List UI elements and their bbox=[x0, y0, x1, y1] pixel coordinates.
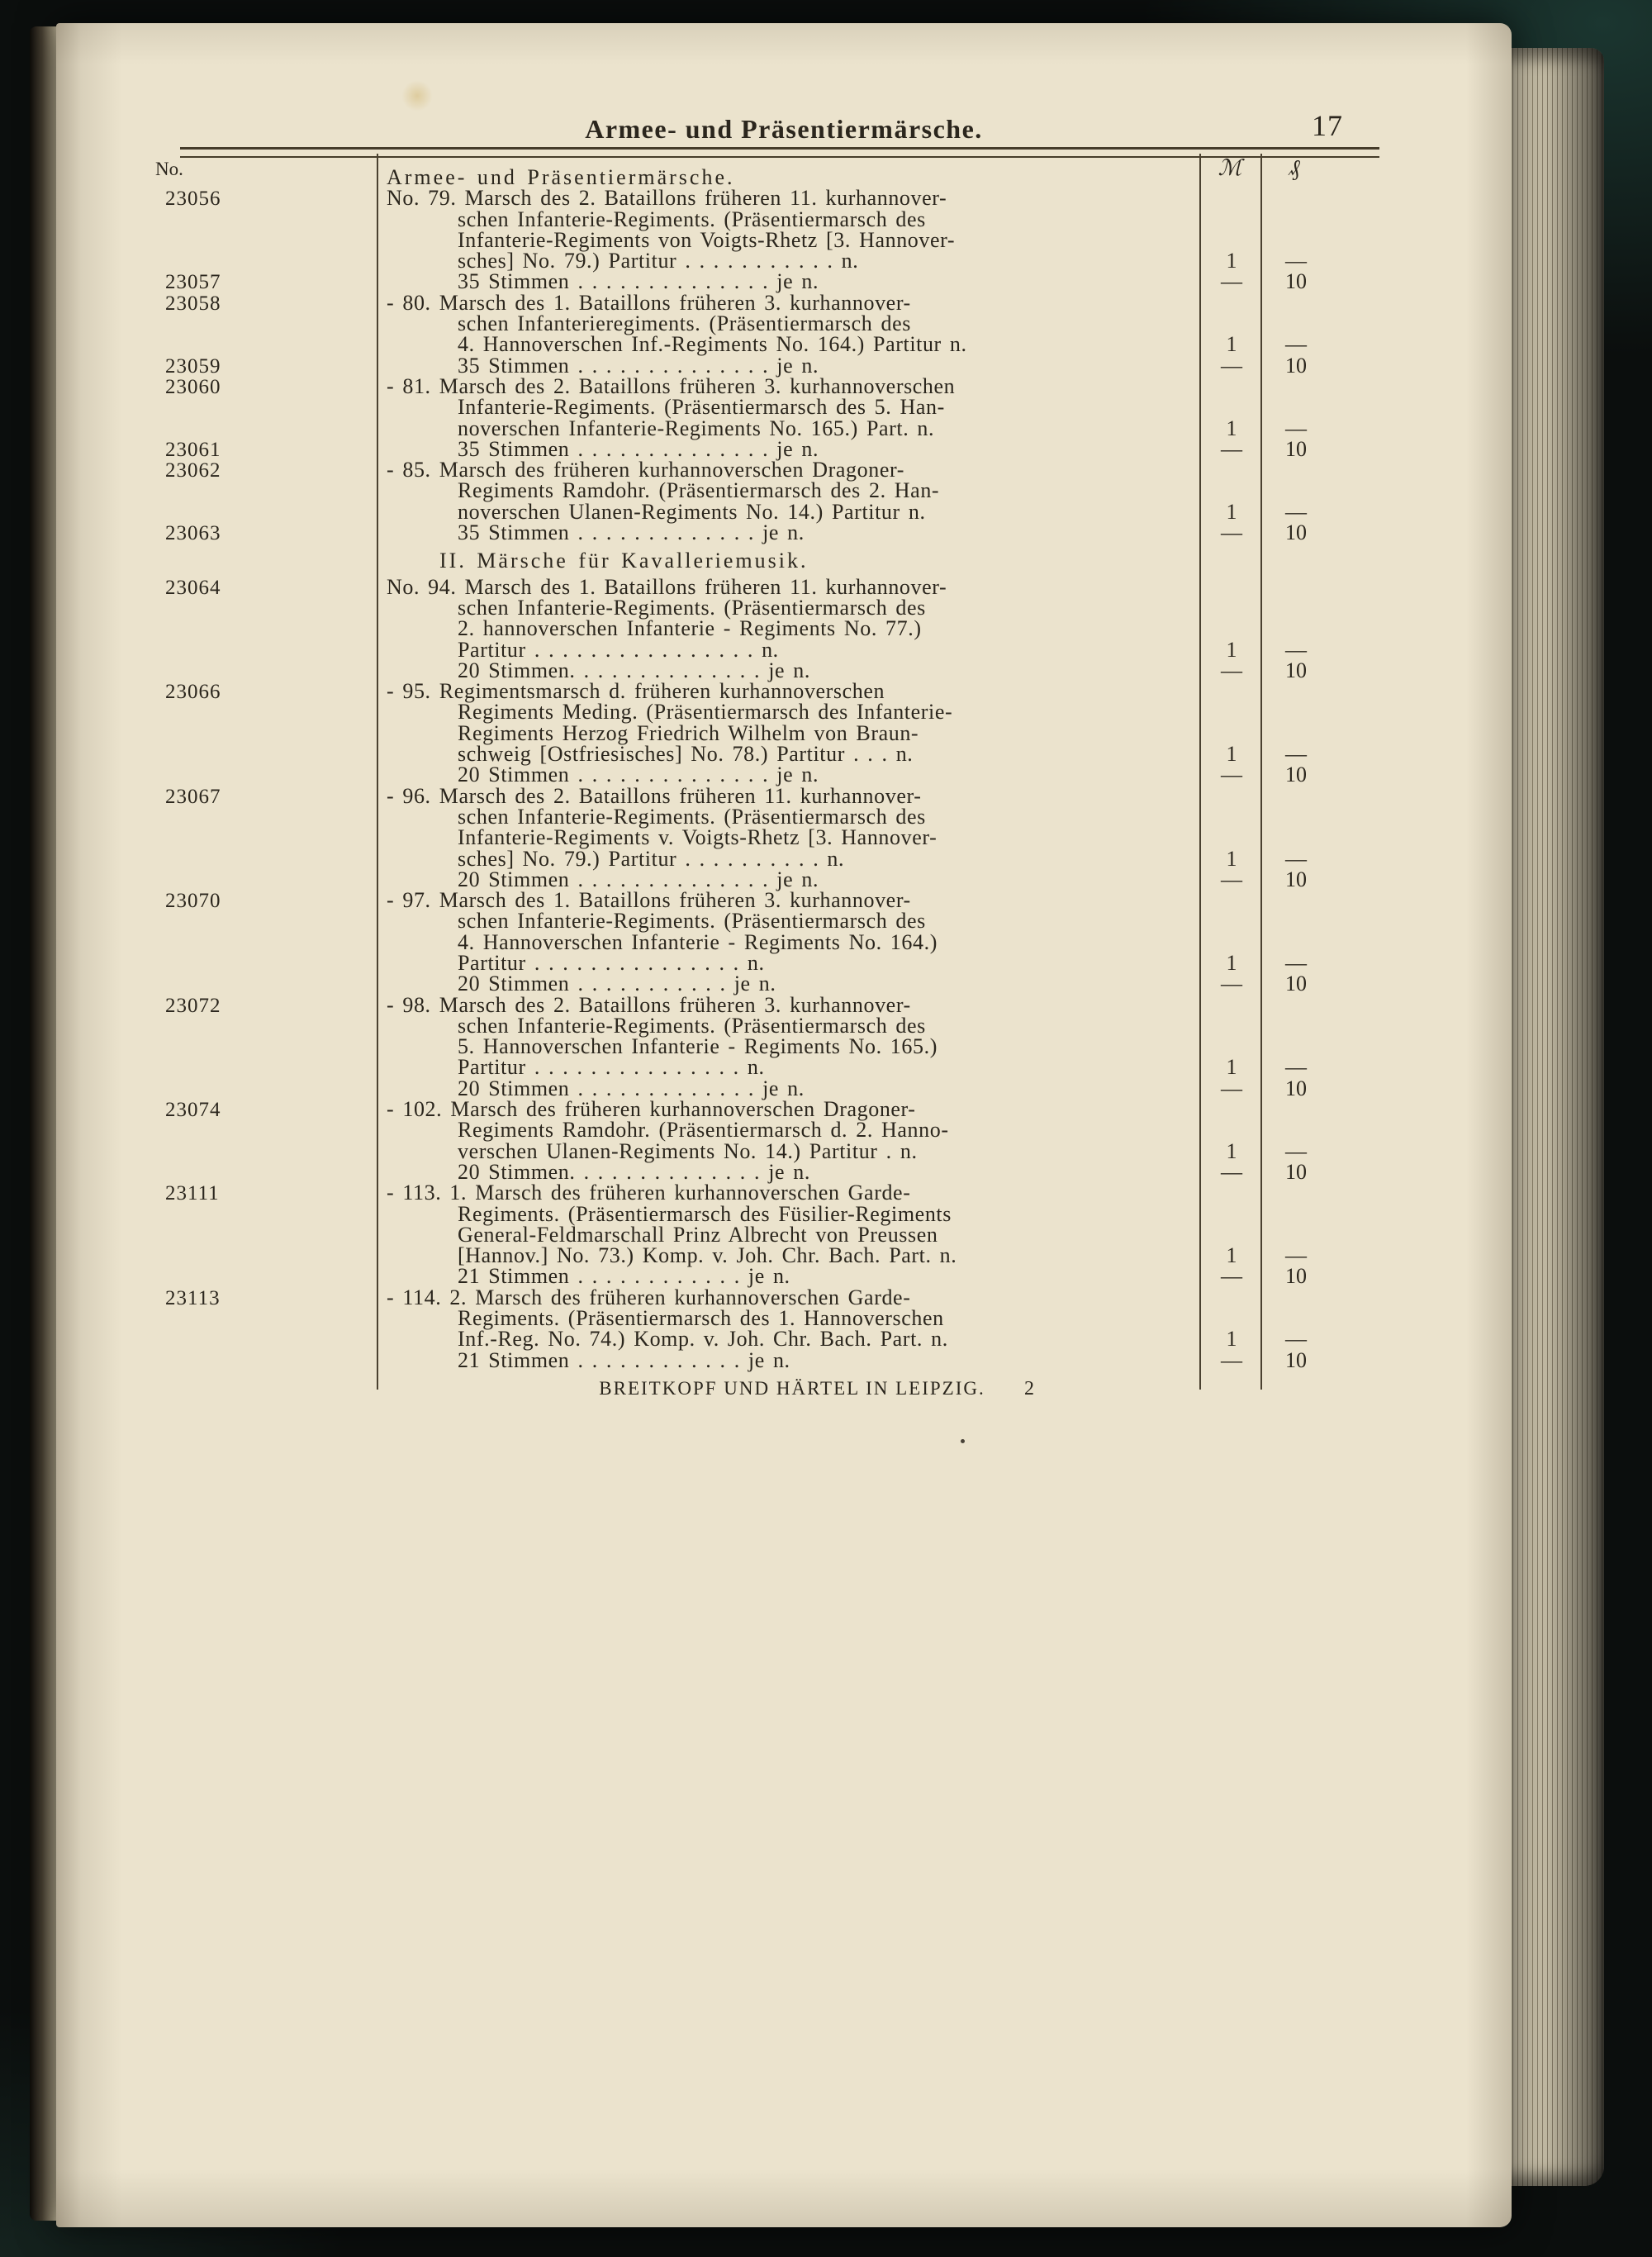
price-mark: 1 bbox=[1226, 332, 1237, 357]
entry-text: Partitur . . . . . . . . . . . . . . . n. bbox=[458, 1055, 765, 1080]
price-pfennig: — bbox=[1285, 1055, 1307, 1080]
catalog-row bbox=[164, 332, 1328, 357]
entry-text: Infanterie-Regiments von Voigts-Rhetz [3. Hannover- bbox=[458, 227, 956, 252]
price-pfennig: — bbox=[1285, 499, 1307, 524]
entry-text: Regiments Meding. (Präsentiermarsch des Infanterie- bbox=[458, 700, 953, 725]
catalog-number: 23074 bbox=[165, 1099, 221, 1122]
catalog-row bbox=[164, 458, 1328, 482]
catalog-row bbox=[164, 1159, 1328, 1184]
catalog-number: 23113 bbox=[165, 1286, 221, 1309]
catalog-row bbox=[164, 763, 1328, 787]
price-mark: 1 bbox=[1226, 1138, 1237, 1163]
entry-text: - 98. Marsch des 2. Bataillons früheren 3. kurhannover- bbox=[387, 992, 911, 1017]
price-mark: — bbox=[1221, 353, 1242, 378]
ink-dot bbox=[961, 1439, 965, 1443]
entry-text: sches] No. 79.) Partitur . . . . . . . . . . . n. bbox=[458, 249, 859, 273]
catalog-row bbox=[164, 1327, 1328, 1352]
price-pfennig: — bbox=[1285, 416, 1307, 440]
entry-text: Regiments. (Präsentiermarsch des Füsilier-Regiments bbox=[458, 1201, 952, 1226]
catalog-row bbox=[164, 1055, 1328, 1080]
price-pfennig: — bbox=[1285, 637, 1307, 662]
entry-text: 4. Hannoverschen Infanterie - Regiments No. 164.) bbox=[458, 929, 938, 954]
price-pfennig: 10 bbox=[1285, 658, 1307, 682]
catalog-row bbox=[164, 720, 1328, 745]
catalog-row bbox=[164, 742, 1328, 767]
catalog-row bbox=[164, 186, 1328, 211]
price-mark: 1 bbox=[1226, 249, 1237, 273]
catalog-row bbox=[164, 679, 1328, 704]
catalog-number: 23056 bbox=[165, 188, 221, 211]
catalog-row bbox=[164, 1097, 1328, 1122]
entry-text: schen Infanterie-Regiments. (Präsentiermarsch des bbox=[458, 207, 926, 231]
entry-text: schen Infanterie-Regiments. (Präsentiermarsch des bbox=[458, 909, 926, 934]
catalog-row bbox=[164, 658, 1328, 682]
entry-text: 35 Stimmen . . . . . . . . . . . . . . je n. bbox=[458, 353, 819, 378]
catalog-number: 23059 bbox=[165, 354, 221, 378]
catalog-number: 23066 bbox=[165, 681, 221, 704]
section-heading-row bbox=[164, 165, 1328, 189]
entry-text: Regiments. (Präsentiermarsch des 1. Hannoverschen bbox=[458, 1306, 944, 1331]
price-pfennig: 10 bbox=[1285, 1159, 1307, 1184]
price-pfennig: — bbox=[1285, 332, 1307, 357]
entry-text: - 96. Marsch des 2. Bataillons früheren 11. kurhannover- bbox=[387, 783, 922, 808]
entry-text: schweig [Ostfriesisches] No. 78.) Partitur . . . n. bbox=[458, 742, 914, 767]
entry-text: - 85. Marsch des früheren kurhannoverschen Dragoner- bbox=[387, 458, 904, 482]
entry-text: 20 Stimmen. . . . . . . . . . . . . . je n. bbox=[458, 1159, 810, 1184]
price-mark: — bbox=[1221, 1076, 1242, 1100]
entry-text: 35 Stimmen . . . . . . . . . . . . . . je n. bbox=[458, 269, 819, 294]
price-mark: 1 bbox=[1226, 846, 1237, 871]
catalog-number: 23070 bbox=[165, 890, 221, 913]
price-mark: 1 bbox=[1226, 1055, 1237, 1080]
price-mark: 1 bbox=[1226, 950, 1237, 975]
price-mark: — bbox=[1221, 658, 1242, 682]
entry-text: Infanterie-Regiments. (Präsentiermarsch des 5. Han- bbox=[458, 395, 945, 420]
entry-text: - 97. Marsch des 1. Bataillons früheren 3. kurhannover- bbox=[387, 888, 911, 913]
catalog-number: 23064 bbox=[165, 576, 221, 599]
catalog-number: 23058 bbox=[165, 292, 221, 315]
price-pfennig: 10 bbox=[1285, 1076, 1307, 1100]
catalog-row bbox=[164, 436, 1328, 461]
catalog-row bbox=[164, 249, 1328, 273]
catalog-row bbox=[164, 269, 1328, 294]
column-header-no: No. bbox=[155, 159, 183, 179]
catalog-row bbox=[164, 1034, 1328, 1059]
price-mark: — bbox=[1221, 763, 1242, 787]
section-heading-row bbox=[164, 549, 1328, 573]
entry-text: schen Infanterie-Regiments. (Präsentiermarsch des bbox=[458, 595, 926, 620]
entry-text: 5. Hannoverschen Infanterie - Regiments No. 165.) bbox=[458, 1034, 938, 1059]
entry-text: [Hannov.] No. 73.) Komp. v. Joh. Chr. Bach. Part. n. bbox=[458, 1243, 957, 1268]
price-mark: — bbox=[1221, 520, 1242, 545]
entry-text: 20 Stimmen . . . . . . . . . . . . . . je n. bbox=[458, 763, 819, 787]
price-pfennig: 10 bbox=[1285, 269, 1307, 294]
catalog-row bbox=[164, 353, 1328, 378]
catalog-row bbox=[164, 846, 1328, 871]
signature-number: 2 bbox=[1024, 1378, 1034, 1399]
book-spine bbox=[30, 26, 58, 2221]
catalog-row bbox=[164, 1181, 1328, 1205]
price-mark: — bbox=[1221, 867, 1242, 891]
catalog-row bbox=[164, 290, 1328, 315]
entry-text: 35 Stimmen . . . . . . . . . . . . . . je n. bbox=[458, 436, 819, 461]
price-pfennig: — bbox=[1285, 846, 1307, 871]
catalog-number: 23072 bbox=[165, 994, 221, 1017]
price-pfennig: 10 bbox=[1285, 353, 1307, 378]
column-header-mark: ℳ bbox=[1218, 155, 1242, 180]
price-pfennig: — bbox=[1285, 1138, 1307, 1163]
catalog-number: 23062 bbox=[165, 459, 221, 482]
entry-text: 2. hannoverschen Infanterie - Regiments No. 77.) bbox=[458, 616, 922, 641]
price-pfennig: 10 bbox=[1285, 972, 1307, 996]
catalog-row bbox=[164, 416, 1328, 440]
catalog-row bbox=[164, 520, 1328, 545]
page-stack-edges bbox=[1498, 48, 1604, 2186]
price-mark: 1 bbox=[1226, 742, 1237, 767]
entry-text: Regiments Ramdohr. (Präsentiermarsch d. 2. Hanno- bbox=[458, 1118, 949, 1143]
catalog-row bbox=[164, 783, 1328, 808]
price-pfennig: — bbox=[1285, 1327, 1307, 1352]
entry-text: 4. Hannoverschen Inf.-Regiments No. 164.) Partitur n. bbox=[458, 332, 967, 357]
entry-text: sches] No. 79.) Partitur . . . . . . . . . . n. bbox=[458, 846, 845, 871]
catalog-row bbox=[164, 1076, 1328, 1100]
entry-text: - 80. Marsch des 1. Bataillons früheren 3. kurhannover- bbox=[387, 290, 911, 315]
entry-text: noverschen Ulanen-Regiments No. 14.) Partitur n. bbox=[458, 499, 926, 524]
catalog-row bbox=[164, 992, 1328, 1017]
catalog-rows bbox=[164, 165, 1328, 1372]
entry-text: 21 Stimmen . . . . . . . . . . . . je n. bbox=[458, 1264, 790, 1289]
price-mark: 1 bbox=[1226, 1327, 1237, 1352]
entry-text: - 114. 2. Marsch des früheren kurhannoverschen Garde- bbox=[387, 1285, 911, 1309]
price-mark: — bbox=[1221, 436, 1242, 461]
price-mark: 1 bbox=[1226, 416, 1237, 440]
page-header-title: Armee- und Präsentiermärsche. bbox=[585, 114, 983, 144]
catalog-number: 23111 bbox=[165, 1182, 220, 1205]
entry-text: - 102. Marsch des früheren kurhannoverschen Dragoner- bbox=[387, 1097, 916, 1122]
entry-text: Partitur . . . . . . . . . . . . . . . n. bbox=[458, 950, 765, 975]
price-mark: — bbox=[1221, 1264, 1242, 1289]
catalog-row bbox=[164, 1347, 1328, 1372]
price-pfennig: 10 bbox=[1285, 867, 1307, 891]
entry-text: - 95. Regimentsmarsch d. früheren kurhannoverschen bbox=[387, 679, 885, 704]
catalog-row bbox=[164, 867, 1328, 891]
entry-text: 21 Stimmen . . . . . . . . . . . . je n. bbox=[458, 1347, 790, 1372]
price-pfennig: — bbox=[1285, 742, 1307, 767]
catalog-row bbox=[164, 574, 1328, 599]
entry-text: noverschen Infanterie-Regiments No. 165.) Part. n. bbox=[458, 416, 935, 440]
catalog-row bbox=[164, 616, 1328, 641]
entry-text: 20 Stimmen . . . . . . . . . . . je n. bbox=[458, 972, 776, 996]
entry-text: verschen Ulanen-Regiments No. 14.) Partitur . n. bbox=[458, 1138, 918, 1163]
catalog-row bbox=[164, 637, 1328, 662]
catalog-number: 23063 bbox=[165, 522, 221, 545]
entry-text: - 113. 1. Marsch des früheren kurhannoverschen Garde- bbox=[387, 1181, 911, 1205]
catalog-number: 23067 bbox=[165, 785, 221, 808]
price-mark: — bbox=[1221, 972, 1242, 996]
catalog-row bbox=[164, 972, 1328, 996]
entry-text: 20 Stimmen . . . . . . . . . . . . . je n. bbox=[458, 1076, 805, 1100]
price-mark: 1 bbox=[1226, 499, 1237, 524]
catalog-row bbox=[164, 1264, 1328, 1289]
entry-text: 35 Stimmen . . . . . . . . . . . . . je n. bbox=[458, 520, 805, 545]
catalog-row bbox=[164, 373, 1328, 398]
entry-text: General-Feldmarschall Prinz Albrecht von Preussen bbox=[458, 1222, 938, 1247]
catalog-row bbox=[164, 1243, 1328, 1268]
entry-text: schen Infanterie-Regiments. (Präsentiermarsch des bbox=[458, 804, 926, 829]
catalog-row bbox=[164, 888, 1328, 913]
catalog-row bbox=[164, 227, 1328, 252]
price-mark: 1 bbox=[1226, 1243, 1237, 1268]
publisher-footer: BREITKOPF UND HÄRTEL IN LEIPZIG. bbox=[599, 1378, 985, 1399]
entry-text: No. 79. Marsch des 2. Bataillons früheren 11. kurhannover- bbox=[387, 186, 947, 211]
catalog-row bbox=[164, 929, 1328, 954]
price-mark: — bbox=[1221, 1159, 1242, 1184]
section-heading: II. Märsche für Kavalleriemusik. bbox=[439, 549, 809, 573]
price-mark: — bbox=[1221, 1347, 1242, 1372]
catalog-number: 23057 bbox=[165, 271, 221, 294]
price-pfennig: — bbox=[1285, 950, 1307, 975]
price-pfennig: 10 bbox=[1285, 520, 1307, 545]
column-header-pfennig: ₰ bbox=[1289, 155, 1300, 180]
price-pfennig: 10 bbox=[1285, 436, 1307, 461]
price-mark: 1 bbox=[1226, 637, 1237, 662]
entry-text: schen Infanterieregiments. (Präsentiermarsch des bbox=[458, 311, 911, 336]
entry-text: No. 94. Marsch des 1. Bataillons früheren 11. kurhannover- bbox=[387, 574, 947, 599]
catalog-row bbox=[164, 950, 1328, 975]
page-number: 17 bbox=[1312, 109, 1343, 142]
price-pfennig: 10 bbox=[1285, 763, 1307, 787]
catalog-row bbox=[164, 1285, 1328, 1309]
entry-text: 20 Stimmen. . . . . . . . . . . . . . je n. bbox=[458, 658, 810, 682]
page bbox=[56, 23, 1512, 2227]
entry-text: Infanterie-Regiments v. Voigts-Rhetz [3. Hannover- bbox=[458, 825, 938, 850]
section-heading: Armee- und Präsentiermärsche. bbox=[387, 165, 735, 189]
price-pfennig: — bbox=[1285, 249, 1307, 273]
price-pfennig: 10 bbox=[1285, 1347, 1307, 1372]
entry-text: Regiments Herzog Friedrich Wilhelm von Braun- bbox=[458, 720, 919, 745]
price-mark: — bbox=[1221, 269, 1242, 294]
entry-text: schen Infanterie-Regiments. (Präsentiermarsch des bbox=[458, 1013, 926, 1038]
catalog-row bbox=[164, 825, 1328, 850]
entry-text: 20 Stimmen . . . . . . . . . . . . . . je n. bbox=[458, 867, 819, 891]
entry-text: - 81. Marsch des 2. Bataillons früheren 3. kurhannoverschen bbox=[387, 373, 956, 398]
catalog-number: 23060 bbox=[165, 375, 221, 398]
price-pfennig: — bbox=[1285, 1243, 1307, 1268]
entry-text: Partitur . . . . . . . . . . . . . . . . n. bbox=[458, 637, 779, 662]
catalog-row bbox=[164, 1222, 1328, 1247]
catalog-row bbox=[164, 1138, 1328, 1163]
catalog-row bbox=[164, 499, 1328, 524]
catalog-number: 23061 bbox=[165, 438, 221, 461]
entry-text: Regiments Ramdohr. (Präsentiermarsch des 2. Han- bbox=[458, 478, 940, 503]
price-pfennig: 10 bbox=[1285, 1264, 1307, 1289]
entry-text: Inf.-Reg. No. 74.) Komp. v. Joh. Chr. Bach. Part. n. bbox=[458, 1327, 948, 1352]
